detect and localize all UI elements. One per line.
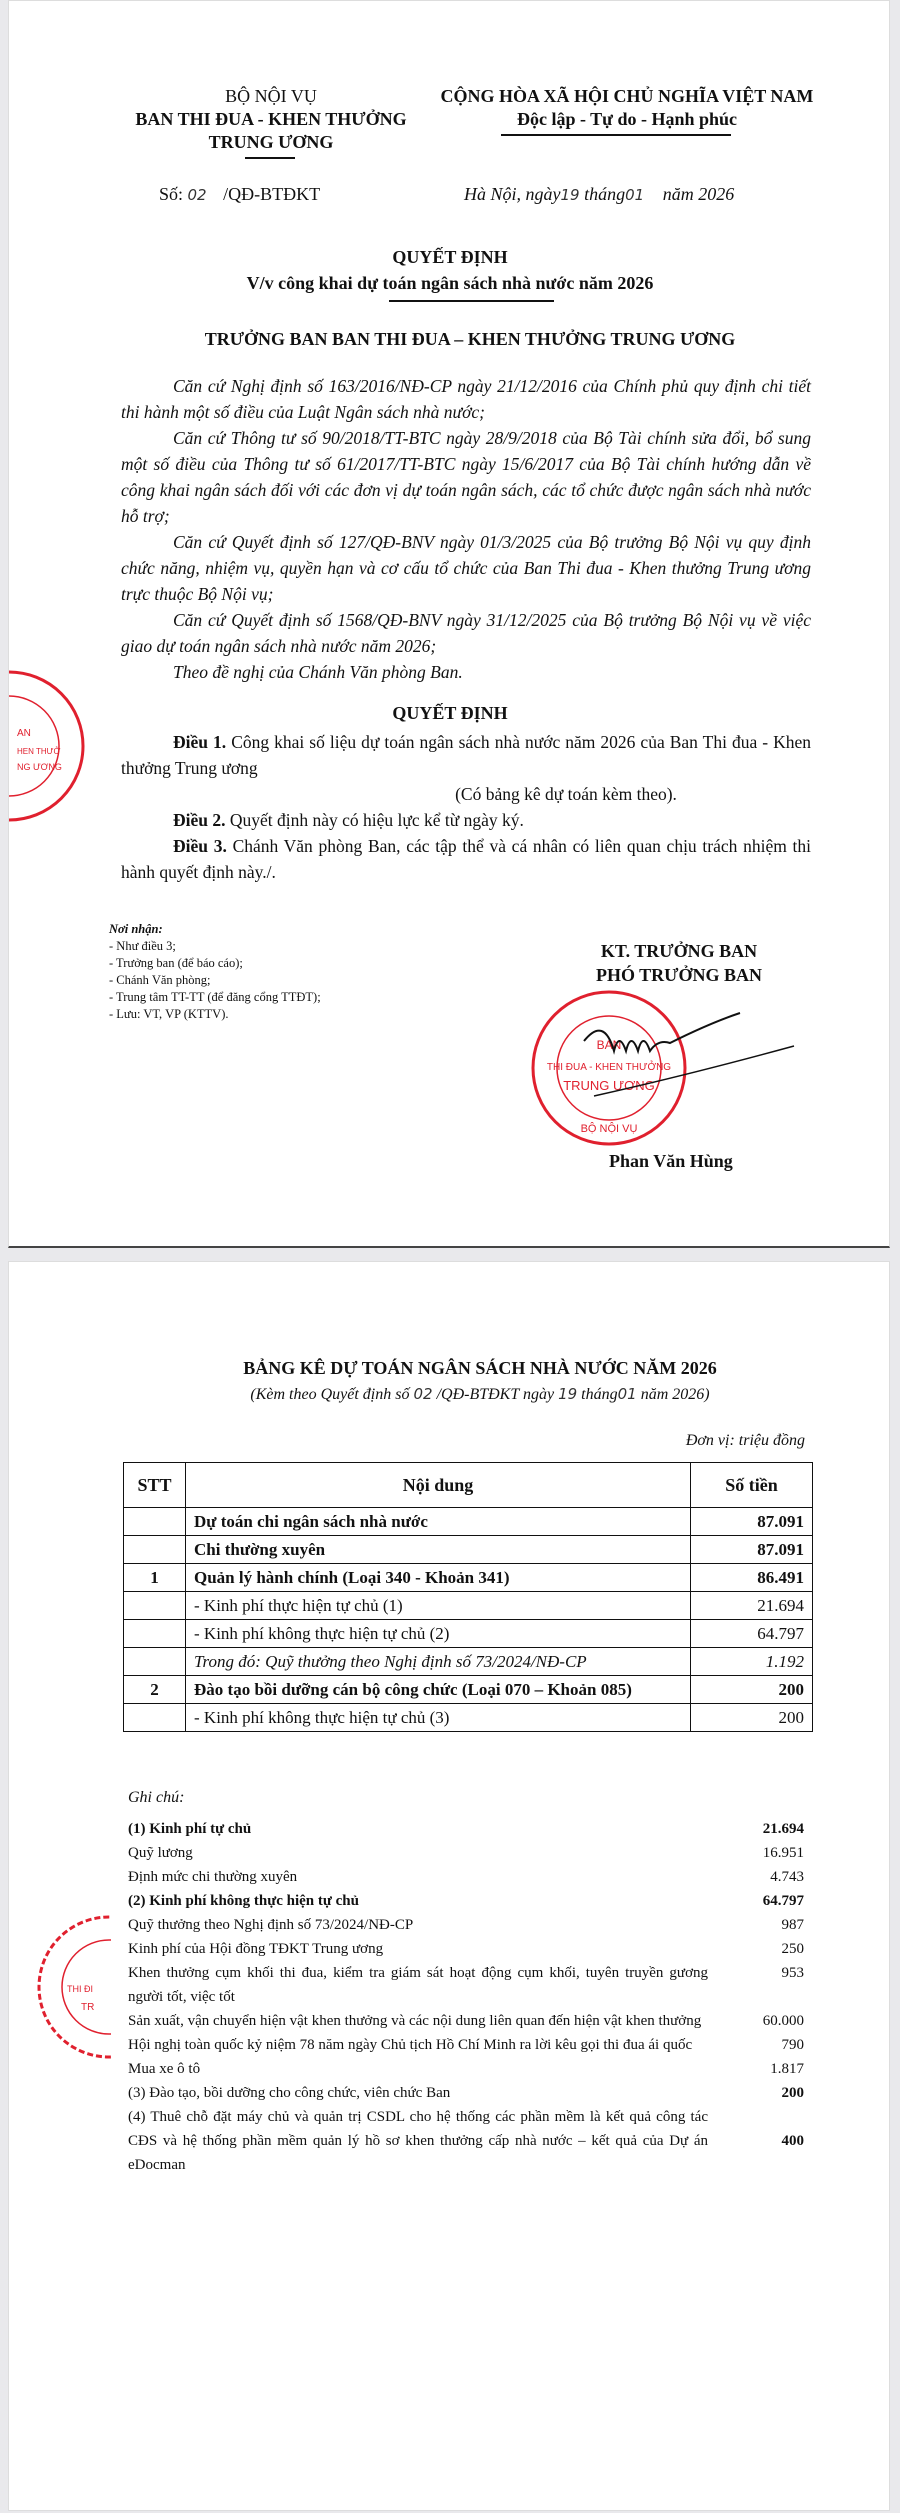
cell-amount: 87.091 [691, 1508, 813, 1536]
col-stt: STT [124, 1463, 186, 1508]
note-item [128, 1865, 804, 1889]
note-text: (4) Thuê chỗ đặt máy chủ và quản trị CSDL cho hệ thống các phần mềm là kết quả công tác CĐS và hệ thống phần mềm quản lý hồ sơ khen thưởng cấp nhà nước – kết quả của Dự án eDocman [128, 2109, 708, 2173]
article-1 [121, 729, 811, 781]
number-label: Số: [159, 184, 184, 204]
cell-content: Đào tạo bồi dưỡng cán bộ công chức (Loại 070 – Khoản 085) [186, 1676, 691, 1704]
svg-text:THI ĐI: THI ĐI [67, 1984, 93, 1994]
note-text: Kinh phí của Hội đồng TĐKT Trung ương [128, 1941, 384, 1957]
note-text: Khen thưởng cụm khối thi đua, kiểm tra giám sát hoạt động cụm khối, tuyên truyền gương người tốt, việc tốt [128, 1965, 708, 2005]
svg-text:BỘ NỘI VỤ: BỘ NỘI VỤ [580, 1123, 638, 1135]
note-text: (3) Đào tạo, bồi dưỡng cho công chức, viên chức Ban [128, 2085, 451, 2101]
note-amount: 987 [781, 1917, 804, 1933]
number-suffix: /QĐ-BTĐKT [223, 184, 321, 204]
note-item [128, 2009, 804, 2033]
decides-heading: QUYẾT ĐỊNH [392, 703, 508, 723]
ref-prefix: (Kèm theo Quyết định số [250, 1386, 410, 1403]
article-3 [121, 833, 811, 885]
table-row [124, 1620, 813, 1648]
authority: TRƯỞNG BAN BAN THI ĐUA – KHEN THƯỞNG TRUNG ƯƠNG [204, 329, 736, 349]
article-label: Điều 2. [173, 810, 226, 830]
issue-date [464, 184, 734, 205]
appendix-page [8, 1261, 890, 2511]
note-amount: 64.797 [762, 1893, 804, 1909]
divider [389, 300, 554, 302]
agency-name: BAN THI ĐUA - KHEN THƯỞNG [135, 109, 407, 129]
article-text: Quyết định này có hiệu lực kể từ ngày ký. [229, 810, 524, 830]
number-handwritten: 02 [187, 186, 207, 204]
motto: Độc lập - Tự do - Hạnh phúc [516, 109, 738, 129]
decision-page [8, 0, 890, 1248]
note-text: Sản xuất, vận chuyển hiện vật khen thưởng và các nội dung liên quan đến hiện vật khen thưởng [128, 2013, 702, 2029]
svg-text:NG ƯƠNG: NG ƯƠNG [17, 762, 62, 772]
divider [245, 157, 295, 159]
article-label: Điều 1. [173, 732, 227, 752]
table-row [124, 1676, 813, 1704]
signature-title [549, 939, 809, 987]
note-amount: 400 [781, 2133, 804, 2149]
legal-bases [121, 373, 811, 685]
cell-stt [124, 1592, 186, 1620]
article-text: Công khai số liệu dự toán ngân sách nhà nước năm 2026 của Ban Thi đua - Khen thưởng Trung ương [121, 732, 812, 778]
basis-item: Căn cứ Thông tư số 90/2018/TT-BTC ngày 28/9/2018 của Bộ Tài chính sửa đổi, bổ sung một số điều của Thông tư số 61/2017/TT-BTC ngày 15/6/2017 của Bộ Tài chính hướng dẫn về công khai ngân sách đối với các đơn vị dự toán ngân sách, các tổ chức được ngân sách nhà nước hỗ trợ; [121, 428, 811, 526]
note-item [128, 1961, 804, 2009]
cell-content: Chi thường xuyên [186, 1536, 691, 1564]
partial-seal-stamp [9, 666, 89, 826]
issuer-block [101, 85, 441, 154]
cell-content: - Kinh phí không thực hiện tự chủ (3) [186, 1704, 691, 1732]
recipient-item: - Lưu: VT, VP (KTTV). [109, 1007, 229, 1021]
national-header [427, 85, 827, 131]
date-prefix: Hà Nội, ngày [464, 184, 561, 204]
document-number [159, 184, 320, 205]
note-item [128, 2057, 804, 2081]
basis-item: Căn cứ Quyết định số 127/QĐ-BNV ngày 01/3/2025 của Bộ trưởng Bộ Nội vụ quy định chức năng, nhiệm vụ, quyền hạn và cơ cấu tổ chức của Ban Thi đua - Khen thưởng Trung ương trực thuộc Bộ Nội vụ; [121, 532, 811, 604]
date-day: 19 [560, 186, 580, 204]
note-amount: 200 [781, 2085, 804, 2101]
note-text: Quỹ lương [128, 1845, 193, 1861]
svg-text:AN: AN [17, 728, 31, 739]
ministry-name: BỘ NỘI VỤ [225, 86, 317, 106]
note-amount: 790 [781, 2037, 804, 2053]
ref-month-label: tháng [581, 1386, 618, 1403]
cell-content: Dự toán chi ngân sách nhà nước [186, 1508, 691, 1536]
note-item [128, 1889, 804, 1913]
table-row [124, 1564, 813, 1592]
note-amount: 60.000 [762, 2013, 804, 2029]
agency-name-2: TRUNG ƯƠNG [208, 132, 334, 152]
cell-content: - Kinh phí thực hiện tự chủ (1) [186, 1592, 691, 1620]
notes-title: Ghi chú: [128, 1789, 185, 1806]
svg-text:TRUNG ƯƠNG: TRUNG ƯƠNG [563, 1078, 655, 1093]
note-item [128, 2033, 804, 2057]
cell-amount: 200 [691, 1676, 813, 1704]
ref-number: 02 [413, 1385, 433, 1403]
article-label: Điều 3. [173, 836, 227, 856]
note-item [128, 2105, 804, 2177]
note-amount: 250 [781, 1941, 804, 1957]
note-amount: 4.743 [770, 1869, 804, 1885]
unit-label: Đơn vị: triệu đồng [685, 1432, 805, 1449]
cell-content: - Kinh phí không thực hiện tự chủ (2) [186, 1620, 691, 1648]
svg-text:BAN: BAN [596, 1038, 622, 1052]
recipients [109, 921, 321, 1023]
ref-day: 19 [558, 1385, 578, 1403]
note-item [128, 1841, 804, 1865]
svg-text:TR: TR [81, 2002, 95, 2013]
budget-table [123, 1462, 813, 1732]
cell-amount: 200 [691, 1704, 813, 1732]
cell-content: Trong đó: Quỹ thưởng theo Nghị định số 73/2024/NĐ-CP [186, 1648, 691, 1676]
ref-month: 01 [617, 1385, 637, 1403]
note-text: (2) Kinh phí không thực hiện tự chủ [128, 1893, 359, 1909]
table-row [124, 1536, 813, 1564]
recipients-title: Nơi nhận: [109, 922, 163, 936]
note-text: Hội nghị toàn quốc kỷ niệm 78 năm ngày Chủ tịch Hồ Chí Minh ra lời kêu gọi thi đua ái quốc [128, 2037, 693, 2053]
table-row [124, 1648, 813, 1676]
appendix-reference [69, 1385, 891, 1404]
notes-list [128, 1817, 804, 2177]
recipient-item: - Trưởng ban (để báo cáo); [109, 956, 243, 970]
article-1-note: (Có bảng kê dự toán kèm theo). [455, 784, 677, 804]
signature-line-1: KT. TRƯỞNG BAN [600, 941, 758, 961]
col-content: Nội dung [186, 1463, 691, 1508]
note-amount: 1.817 [770, 2061, 804, 2077]
ref-suffix: năm 2026) [640, 1386, 710, 1403]
recipient-item: - Trung tâm TT-TT (để đăng cổng TTĐT); [109, 990, 321, 1004]
cell-stt [124, 1648, 186, 1676]
table-row [124, 1592, 813, 1620]
table-header-row [124, 1463, 813, 1508]
signature-line-2: PHÓ TRƯỞNG BAN [595, 965, 762, 985]
cell-amount: 21.694 [691, 1592, 813, 1620]
note-item [128, 2081, 804, 2105]
cell-stt [124, 1620, 186, 1648]
col-amount: Số tiền [691, 1463, 813, 1508]
cell-stt [124, 1508, 186, 1536]
note-text: (1) Kinh phí tự chủ [128, 1821, 252, 1837]
basis-item: Căn cứ Nghị định số 163/2016/NĐ-CP ngày 21/12/2016 của Chính phủ quy định chi tiết thi hành một số điều của Luật Ngân sách nhà nước; [121, 376, 811, 422]
cell-stt [124, 1536, 186, 1564]
official-stamp-with-signature [524, 986, 804, 1156]
note-item [128, 1937, 804, 1961]
country-name: CỘNG HÒA XÃ HỘI CHỦ NGHĨA VIỆT NAM [440, 86, 814, 106]
cell-amount: 87.091 [691, 1536, 813, 1564]
table-row [124, 1704, 813, 1732]
cell-content: Quản lý hành chính (Loại 340 - Khoản 341) [186, 1564, 691, 1592]
cell-stt: 2 [124, 1676, 186, 1704]
basis-item: Theo đề nghị của Chánh Văn phòng Ban. [173, 662, 463, 682]
svg-text:HEN THƯỞ: HEN THƯỞ [17, 747, 61, 756]
note-text: Quỹ thưởng theo Nghị định số 73/2024/NĐ-CP [128, 1917, 414, 1933]
appendix-title: BẢNG KÊ DỰ TOÁN NGÂN SÁCH NHÀ NƯỚC NĂM 2026 [243, 1358, 717, 1378]
table-row [124, 1508, 813, 1536]
signer-name: Phan Văn Hùng [609, 1151, 733, 1171]
recipient-item: - Chánh Văn phòng; [109, 973, 211, 987]
decision-title: QUYẾT ĐỊNH [392, 247, 508, 267]
cell-stt [124, 1704, 186, 1732]
note-text: Định mức chi thường xuyên [128, 1869, 298, 1885]
note-item [128, 1913, 804, 1937]
date-month: 01 [625, 186, 645, 204]
partial-seal-stamp [31, 1912, 111, 2062]
note-item [128, 1817, 804, 1841]
divider [501, 134, 731, 136]
cell-stt: 1 [124, 1564, 186, 1592]
date-month-label: tháng [584, 184, 626, 204]
cell-amount: 86.491 [691, 1564, 813, 1592]
decision-subject: V/v công khai dự toán ngân sách nhà nước năm 2026 [246, 273, 654, 293]
cell-amount: 1.192 [691, 1648, 813, 1676]
note-amount: 953 [781, 1965, 804, 1981]
note-amount: 16.951 [762, 1845, 804, 1861]
note-text: Mua xe ô tô [128, 2061, 201, 2077]
note-amount: 21.694 [762, 1821, 804, 1837]
articles [121, 729, 811, 885]
article-text: Chánh Văn phòng Ban, các tập thể và cá nhân có liên quan chịu trách nhiệm thi hành quyết định này./. [121, 836, 812, 882]
basis-item: Căn cứ Quyết định số 1568/QĐ-BNV ngày 31/12/2025 của Bộ trưởng Bộ Nội vụ về việc giao dự toán ngân sách nhà nước năm 2026; [121, 610, 811, 656]
recipient-item: - Như điều 3; [109, 939, 176, 953]
date-year: năm 2026 [662, 184, 735, 204]
svg-text:THI ĐUA - KHEN THƯỞNG: THI ĐUA - KHEN THƯỞNG [546, 1062, 672, 1073]
article-2 [121, 807, 811, 833]
ref-mid: /QĐ-BTĐKT ngày [436, 1386, 555, 1403]
cell-amount: 64.797 [691, 1620, 813, 1648]
